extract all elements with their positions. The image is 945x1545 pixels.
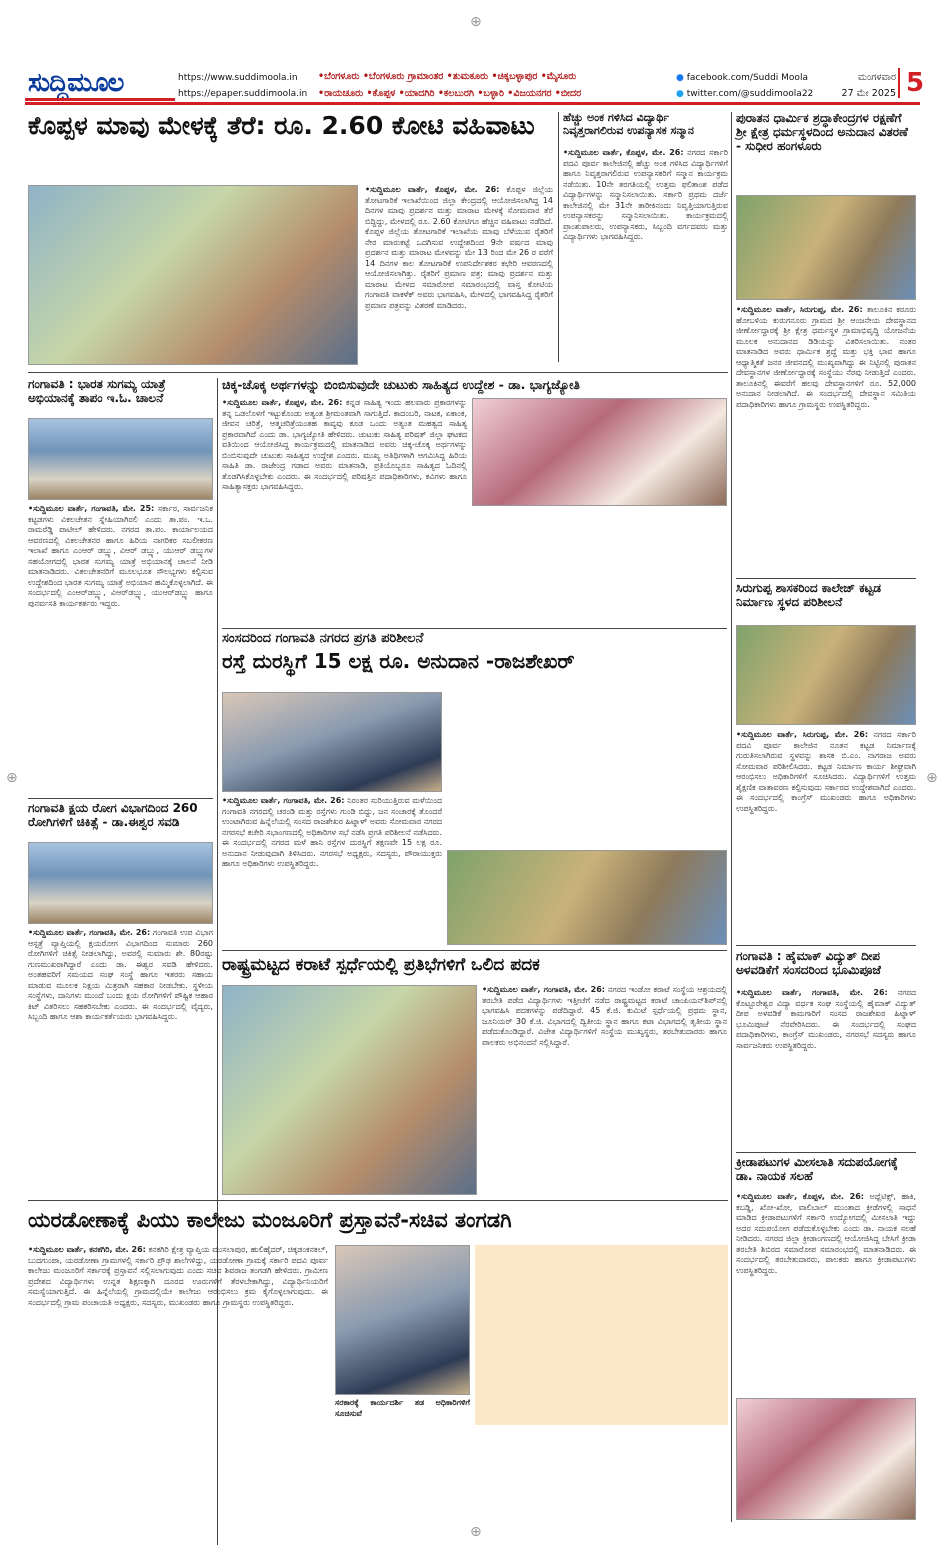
sports-headline: ಕ್ರೀಡಾಪಟುಗಳ ಮೀಸಲಾತಿ ಸದುಪಯೋಗಕ್ಕೆ ಡಾ. ನಾಯಕ ಸಲಹೆ xyxy=(736,1155,898,1183)
registration-mark-icon: ⊕ xyxy=(6,770,18,786)
lead-photo xyxy=(28,185,358,365)
twitter-icon: ● xyxy=(676,89,684,99)
bharath-photo xyxy=(28,418,213,500)
logo: ಸುದ್ದಿಮೂಲ xyxy=(28,68,124,98)
college-building-byline: •ಸುದ್ದಿಮೂಲ ವಾರ್ತೆ, ಸಿರುಗುಪ್ಪ, ಮೇ. 26: xyxy=(736,730,869,739)
college-building-article xyxy=(736,730,916,940)
student-body: ನಗರದ ಸರ್ಕಾರಿ ಪದವಿ ಪೂರ್ವ ಕಾಲೇಜಿನಲ್ಲಿ ಹೆಚ್ಚು ಅಂಕ ಗಳಿಸಿದ ವಿದ್ಯಾರ್ಥಿಗಳಿಗೆ ಹಾಗೂ ನಿವೃತ್ತರಾಗಲಿರುವ ಉಪನ್ಯಾಸಕರಿಗೆ ಸನ್ಮಾನ ಕಾರ್ಯಕ್ರಮ ನಡೆಯಿತು. 10ನೇ ತರಗತಿಯಲ್ಲಿ ಉತ್ತಮ ಫಲಿತಾಂಶ ಪಡೆದ ವಿದ್ಯಾರ್ಥಿಗಳನ್ನು ಸನ್ಮಾನಿಸಲಾಯಿತು. ಸರ್ಕಾರಿ ಪ್ರಥಮ ದರ್ಜೆ ಕಾಲೇಜಿನಲ್ಲಿ ಮೇ 31ನೇ ತಾರೀಕಿನಂದು ನಿವೃತ್ತಿಯಾಗುತ್ತಿರುವ ಉಪನ್ಯಾಸಕರನ್ನು ಸನ್ಮಾನಿಸಲಾಯಿತು. ಕಾರ್ಯಕ್ರಮದಲ್ಲಿ ಪ್ರಾಂಶುಪಾಲರು, ಉಪನ್ಯಾಸಕರು, ಸಿಬ್ಬಂದಿ ವರ್ಗದವರು ಮತ್ತು ವಿದ್ಯಾರ್ಥಿಗಳು ಭಾಗವಹಿಸಿದ್ದರು. xyxy=(563,148,728,241)
college-building-photo xyxy=(736,625,916,725)
road-article-continued xyxy=(447,692,727,846)
road-body: ನಿರಂತರ ಸುರಿಯುತ್ತಿರುವ ಮಳೆಯಿಂದ ಗಂಗಾವತಿ ನಗರದಲ್ಲಿ ಚರಂಡಿ ಮತ್ತು ರಸ್ತೆಗಳು ಗುಂಡಿ ಬಿದ್ದು, ಜನ ಸಂಚಾರಕ್ಕೆ ತೊಂದರೆ ಉಂಟಾಗಿರುವ ಹಿನ್ನೆಲೆಯಲ್ಲಿ ಸಂಸದ ರಾಜಶೇಖರ ಹಿಟ್ನಾಳ್ ಅವರು ಸೋಮವಾರ ನಗರದ ನಗರಸಭೆ ಕಚೇರಿ ಸಭಾಂಗಣದಲ್ಲಿ ಅಧಿಕಾರಿಗಳ ಸಭೆ ನಡೆಸಿ ಪ್ರಗತಿ ಪರಿಶೀಲನೆ ನಡೆಸಿದರು. ಈ ಸಂದರ್ಭದಲ್ಲಿ ನಗರದ ಮಳೆ ಹಾನಿ ರಸ್ತೆಗಳ ದುರಸ್ಥಿಗೆ ತಕ್ಷಣವೇ 15 ಲಕ್ಷ ರೂ. ಅನುದಾನ ನೀಡುವುದಾಗಿ ತಿಳಿಸಿದರು. ನಗರಸಭೆ ಅಧ್ಯಕ್ಷರು, ಸದಸ್ಯರು, ಪೌರಾಯುಕ್ತರು ಹಾಗೂ ಅಧಿಕಾರಿಗಳು ಉಪಸ್ಥಿತರಿದ್ದರು. xyxy=(222,796,442,868)
road-meeting-photo xyxy=(222,692,442,792)
college-building-body: ನಗರದ ಸರ್ಕಾರಿ ಪದವಿ ಪೂರ್ವ ಕಾಲೇಜಿನ ನೂತನ ಕಟ್ಟಡ ನಿರ್ಮಾಣಕ್ಕೆ ಗುರುತಿಸಲಾಗಿರುವ ಸ್ಥಳವನ್ನು ಶಾಸಕ ಬಿ.ಎಂ. ನಾಗರಾಜ ಅವರು ಸೋಮವಾರ ಪರಿಶೀಲಿಸಿದರು. ಕಟ್ಟಡ ನಿರ್ಮಾಣ ಕಾರ್ಯ ಶೀಘ್ರವಾಗಿ ಆರಂಭಿಸಲು ಅಧಿಕಾರಿಗಳಿಗೆ ಸೂಚಿಸಿದರು. ವಿದ್ಯಾರ್ಥಿಗಳಿಗೆ ಉತ್ತಮ ಶೈಕ್ಷಣಿಕ ವಾತಾವರಣ ಕಲ್ಪಿಸುವುದು ಸರ್ಕಾರದ ಉದ್ದೇಶವಾಗಿದೆ ಎಂದರು. ಈ ಸಂದರ್ಭದಲ್ಲಿ ಕಾಂಗ್ರೆಸ್ ಮುಖಂಡರು ಹಾಗೂ ಅಧಿಕಾರಿಗಳು ಉಪಸ್ಥಿತರಿದ್ದರು. xyxy=(736,730,916,813)
edition-cities xyxy=(318,68,581,102)
section-rule xyxy=(28,798,213,799)
road-headline: ರಸ್ತೆ ದುರಸ್ಥಿಗೆ 15 ಲಕ್ಷ ರೂ. ಅನುದಾನ -ರಾಜಶೇಖರ್ xyxy=(222,649,575,673)
hymast-body: ನಗರದ ಕೊಟ್ಟೂರೇಶ್ವರ ವಿದ್ಯಾ ವರ್ಧಕ ಸಂಘ ಸಂಸ್ಥೆಯಲ್ಲಿ ಹೈಮಾಕ್ ವಿದ್ಯುತ್ ದೀಪ ಅಳವಡಿಕೆ ಕಾಮಗಾರಿಗೆ ಸಂಸದ ರಾಜಶೇಖರ ಹಿಟ್ನಾಳ್ ಭೂಮಿಪೂಜೆ ನೆರವೇರಿಸಿದರು. ಈ ಸಂದರ್ಭದಲ್ಲಿ ಸಂಘದ ಪದಾಧಿಕಾರಿಗಳು, ಕಾಂಗ್ರೆಸ್ ಮುಖಂಡರು, ನಗರಸಭೆ ಸದಸ್ಯರು ಹಾಗೂ ಸಾರ್ವಜನಿಕರು ಉಪಸ್ಥಿತರಿದ್ದರು. xyxy=(736,988,916,1050)
bharath-body: ಸರ್ಕಾರ, ಸಾರ್ವಜನಿಕ ಕಟ್ಟಡಗಳು ವಿಕಲಚೇತನ ಸ್ನೇಹಿಯಾಗಿರಲಿ ಎಂದು ತಾ.ಪಂ. ಇ.ಒ. ರಾಮರೆಡ್ಡಿ ಪಾಟೀಲ್ ಹೇಳಿದರು. ನಗರದ ತಾ.ಪಂ. ಕಾರ್ಯಾಲಯದ ಆವರಣದಲ್ಲಿ ವಿಕಲಚೇತನರ ಹಾಗೂ ಹಿರಿಯ ನಾಗರಿಕರ ಸಬಲೀಕರಣ ಇಲಾಖೆ ಹಾಗೂ ಎಂಆರ್ ಡಬ್ಲ್ಯು, ವಿಆರ್ ಡಬ್ಲ್ಯು, ಯುಆರ್ ಡಬ್ಲ್ಯುಗಳ ಸಹಯೋಗದಲ್ಲಿ ಭಾರತ ಸುಗಮ್ಯ ಯಾತ್ರೆ ಅಭಿಯಾನಕ್ಕೆ ಚಾಲನೆ ನೀಡಿ ಮಾತನಾಡಿದರು. ವಿಕಲಚೇತನರಿಗೆ ಮೂಲಭೂತ ಸೌಲಭ್ಯಗಳು ಕಲ್ಪಿಸುವ ಉದ್ದೇಶದಿಂದ ಭಾರತ ಸುಗಮ್ಯ ಯಾತ್ರೆ ಅಭಿಯಾನ ಹಮ್ಮಿಕೊಳ್ಳಲಾಗಿದೆ. ಈ ಸಂದರ್ಭದಲ್ಲಿ ಎಂಆರ್‌ಡಬ್ಲ್ಯು, ವಿಆರ್‌ಡಬ್ಲ್ಯು, ಯುಆರ್‌ಡಬ್ಲ್ಯು ಹಾಗೂ ಪುನರ್ವಸತಿ ಕಾರ್ಯಕರ್ತರು ಇದ್ದರು. xyxy=(28,504,213,608)
bharath-headline: ಗಂಗಾವತಿ : ಭಾರತ ಸುಗಮ್ಯ ಯಾತ್ರೆ ಅಭಿಯಾನಕ್ಕೆ ತಾಪಂ ಇ.ಓ. ಚಾಲನೆ xyxy=(28,377,166,405)
section-rule xyxy=(222,950,727,951)
temple-headline: ಪುರಾತನ ಧಾರ್ಮಿಕ ಶ್ರದ್ಧಾಕೇಂದ್ರಗಳ ರಕ್ಷಣೆಗೆ ಶ್ರೀ ಕ್ಷೇತ್ರ ಧರ್ಮಸ್ಥಳದಿಂದ ಅನುದಾನ ವಿತರಣೆ - ಸುಧೀರ ಹಂಗಳೂರು xyxy=(736,111,908,153)
bharath-article xyxy=(28,504,213,794)
student-headline: ಹೆಚ್ಚು ಅಂಕ ಗಳಿಸಿದ ವಿದ್ಯಾರ್ಥಿ ನಿವೃತ್ತರಾಗಲಿರುವ ಉಪನ್ಯಾಸಕ ಸನ್ಮಾನ xyxy=(563,111,694,137)
literature-body: ಕನ್ನಡ ಸಾಹಿತ್ಯ ಇಂದು ಹಲವಾರು ಪ್ರಕಾರಗಳನ್ನು ತನ್ನ ಒಡಲೊಳಗೆ ಇಟ್ಟುಕೊಂಡು ಅತ್ಯಂತ ಶ್ರೀಮಂತವಾಗಿ ಸಾಗುತ್ತಿದೆ. ಕಾದಂಬರಿ, ನಾಟಕ, ಏಕಾಂಕ, ಜೀವನ ಚರಿತ್ರೆ, ಆತ್ಮಚರಿತ್ರೆಯಂತಹ ಕಾವ್ಯವು ಕೂಡ ಒಂದು ಅತ್ಯಂತ ಮಹತ್ವದ ಸಾಹಿತ್ಯ ಪ್ರಕಾರವಾಗಿದೆ ಎಂದು ಡಾ. ಭಾಗ್ಯಜ್ಯೋತಿ ಹೇಳಿದರು. ಚುಟುಕು ಸಾಹಿತ್ಯ ಪರಿಷತ್ ಜಿಲ್ಲಾ ಘಟಕದ ವತಿಯಿಂದ ಆಯೋಜಿಸಿದ್ದ ಕಾರ್ಯಕ್ರಮದಲ್ಲಿ ಮಾತನಾಡಿದ ಅವರು ಚಿಕ್ಕ-ಚೊಕ್ಕ ಅರ್ಥಗಳನ್ನು ಬಿಂಬಿಸುವುದೇ ಚುಟುಕು ಸಾಹಿತ್ಯದ ಉದ್ದೇಶ ಎಂದರು. ಮುಖ್ಯ ಅತಿಥಿಗಳಾಗಿ ಆಗಮಿಸಿದ್ದ ಹಿರಿಯ ಸಾಹಿತಿ ಡಾ. ರಾಜೇಂದ್ರ ಗಡಾದ ಅವರು ಮಾತನಾಡಿ, ಪ್ರತಿಯೊಬ್ಬರೂ ಸಾಹಿತ್ಯದ ಓದಿನಲ್ಲಿ ತೊಡಗಿಸಿಕೊಳ್ಳಬೇಕು ಎಂದರು. ಈ ಸಂದರ್ಭದಲ್ಲಿ ಪರಿಷತ್ತಿನ ಪದಾಧಿಕಾರಿಗಳು, ಕವಿಗಳು ಹಾಗೂ ಸಾಹಿತ್ಯಾಸಕ್ತರು ಭಾಗವಹಿಸಿದ್ದರು. xyxy=(222,398,467,491)
bharath-byline: •ಸುದ್ದಿಮೂಲ ವಾರ್ತೆ, ಗಂಗಾವತಿ, ಮೇ. 25: xyxy=(28,504,155,513)
sports-byline: •ಸುದ್ದಿಮೂಲ ವಾರ್ತೆ, ಕೊಪ್ಪಳ, ಮೇ. 26: xyxy=(736,1192,864,1201)
registration-mark-icon: ⊕ xyxy=(470,1524,482,1540)
facebook-link[interactable] xyxy=(676,70,813,86)
sports-article xyxy=(736,1192,916,1392)
dateline xyxy=(818,70,896,102)
masthead-rule xyxy=(25,102,920,105)
section-rule xyxy=(28,1200,728,1201)
lead-byline: •ಸುದ್ದಿಮೂಲ ವಾರ್ತೆ, ಕೊಪ್ಪಳ, ಮೇ. 26: xyxy=(365,185,500,194)
section-rule xyxy=(28,372,728,373)
registration-mark-icon: ⊕ xyxy=(926,770,938,786)
road-byline: •ಸುದ್ದಿಮೂಲ ವಾರ್ತೆ, ಗಂಗಾವತಿ, ಮೇ. 26: xyxy=(222,796,345,805)
road-inspection-photo xyxy=(447,850,727,945)
pu-college-byline: •ಸುದ್ದಿಮೂಲ ವಾರ್ತೆ, ಕನಕಗಿರಿ, ಮೇ. 26: xyxy=(28,1245,146,1254)
lead-article xyxy=(365,185,553,363)
page-number: 5 xyxy=(898,68,924,98)
pu-college-article xyxy=(28,1245,328,1520)
minister-photo xyxy=(335,1245,470,1395)
pu-college-headline: ಯರಡೋಣಾಕ್ಕೆ ಪಿಯು ಕಾಲೇಜು ಮಂಜೂರಿಗೆ ಪ್ರಸ್ತಾವನೆ-ಸಚಿವ ತಂಗಡಗಿ xyxy=(28,1208,512,1232)
section-rule xyxy=(222,628,727,629)
social-links xyxy=(676,70,813,102)
website-links xyxy=(178,70,307,102)
pu-college-body: ಕನಕಗಿರಿ ಕ್ಷೇತ್ರ ವ್ಯಾಪ್ತಿಯ ಮುಸಲಾಪುರ, ಹುಲಿಹೈದರ್, ಚಿಕ್ಕಡಂಕನಕಲ್, ಬುದಗುಂಪಾ, ಯರಡೋಣಾ ಗ್ರಾಮಗಳಲ್ಲಿ ಸರ್ಕಾರಿ ಪ್ರೌಢ ಶಾಲೆಗಳಿದ್ದು, ಯರಡೋಣಾ ಗ್ರಾಮಕ್ಕೆ ಸರ್ಕಾರಿ ಪದವಿ ಪೂರ್ವ ಕಾಲೇಜು ಮಂಜೂರಿಗೆ ಸರ್ಕಾರಕ್ಕೆ ಪ್ರಸ್ತಾವನೆ ಸಲ್ಲಿಸಲಾಗುವುದು ಎಂದು ಸಚಿವ ಶಿವರಾಜ ತಂಗಡಗಿ ಹೇಳಿದರು. ಗ್ರಾಮೀಣ ಪ್ರದೇಶದ ವಿದ್ಯಾರ್ಥಿಗಳು ಉನ್ನತ ಶಿಕ್ಷಣಕ್ಕಾಗಿ ದೂರದ ಊರುಗಳಿಗೆ ತೆರಳಬೇಕಾಗಿದ್ದು, ವಿದ್ಯಾರ್ಥಿನಿಯರಿಗೆ ಸಮಸ್ಯೆಯಾಗುತ್ತಿದೆ. ಈ ಹಿನ್ನೆಲೆಯಲ್ಲಿ ಗ್ರಾಮದಲ್ಲಿಯೇ ಕಾಲೇಜು ಆರಂಭಿಸಲು ಕ್ರಮ ಕೈಗೊಳ್ಳಲಾಗುವುದು. ಈ ಸಂದರ್ಭದಲ್ಲಿ ಗ್ರಾಮ ಪಂಚಾಯತಿ ಅಧ್ಯಕ್ಷರು, ಸದಸ್ಯರು, ಮುಖಂಡರು ಹಾಗೂ ಗ್ರಾಮಸ್ಥರು ಉಪಸ್ಥಿತರಿದ್ದರು. xyxy=(28,1245,328,1307)
road-article xyxy=(222,796,442,946)
literature-article xyxy=(222,398,467,623)
health-byline: •ಸುದ್ದಿಮೂಲ ವಾರ್ತೆ, ಗಂಗಾವತಿ, ಮೇ. 26: xyxy=(28,928,151,937)
karate-headline: ರಾಷ್ಟ್ರಮಟ್ಟದ ಕರಾಟೆ ಸ್ಪರ್ಧೆಯಲ್ಲಿ ಪ್ರತಿಭೆಗಳಿಗೆ ಒಲಿದ ಪದಕ xyxy=(222,955,540,975)
health-article xyxy=(28,928,213,1190)
column-rule xyxy=(731,112,732,1522)
literature-photo xyxy=(472,398,727,506)
health-body: ಗಂಗಾವತಿ ಉಪ ವಿಭಾಗ ಆಸ್ಪತ್ರೆ ವ್ಯಾಪ್ತಿಯಲ್ಲಿ ಕ್ಷಯರೋಗ ವಿಭಾಗದಿಂದ ಸುಮಾರು 260 ರೋಗಿಗಳಿಗೆ ಚಿಕಿತ್ಸೆ ನೀಡಲಾಗಿದ್ದು, ಅವರಲ್ಲಿ ಸುಮಾರು ಶೇ. 80ರಷ್ಟು ಗುಣಮುಖರಾಗಿದ್ದಾರೆ ಎಂದು ಡಾ. ಈಶ್ವರ ಸವಡಿ ಹೇಳಿದರು. ಅಂತಹವರಿಗೆ ಸಮಯದ ಸಂಘ ಸಂಸ್ಥೆ ಹಾಗೂ ಇತರರು ಸಹಾಯ ಮಾಡುವ ಮೂಲಕ ನಿಕ್ಷಯ ಮಿತ್ರರಾಗಿ ಸಹಕಾರ ನೀಡಬೇಕು. ಸ್ಥಳೀಯ ಸಂಸ್ಥೆಗಳು, ದಾನಿಗಳು ಮುಂದೆ ಬಂದು ಕ್ಷಯ ರೋಗಿಗಳಿಗೆ ಪೌಷ್ಟಿಕ ಆಹಾರ ಕಿಟ್ ವಿತರಿಸಲು ಸಹಕರಿಸಬೇಕು ಎಂದರು. ಈ ಸಂದರ್ಭದಲ್ಲಿ ವೈದ್ಯರು, ಸಿಬ್ಬಂದಿ ಹಾಗೂ ಆಶಾ ಕಾರ್ಯಕರ್ತೆಯರು ಭಾಗವಹಿಸಿದ್ದರು. xyxy=(28,928,213,1021)
registration-mark-icon: ⊕ xyxy=(470,14,482,30)
temple-article xyxy=(736,305,916,560)
twitter-link[interactable] xyxy=(676,86,813,102)
minister-photo-caption: ಸರಕಾರಕ್ಕೆ ಕಾರ್ಯದರ್ಶಿ ತಡ ಅಧಿಕಾರಿಗಳಿಗೆ ಸೂಚಿಸುವೆ xyxy=(335,1398,470,1418)
hymast-headline: ಗಂಗಾವತಿ : ಹೈಮಾಕ್ ವಿದ್ಯುತ್ ದೀಪ ಅಳವಡಿಕೆಗೆ ಸಂಸದರಿಂದ ಭೂಮಿಪೂಜೆ xyxy=(736,949,881,977)
sports-photo xyxy=(736,1398,916,1520)
student-article xyxy=(563,148,728,363)
temple-byline: •ಸುದ್ದಿಮೂಲ ವಾರ್ತೆ, ಸಿರುಗುಪ್ಪ, ಮೇ. 26: xyxy=(736,305,863,314)
literature-byline: •ಸುದ್ದಿಮೂಲ ವಾರ್ತೆ, ಕೊಪ್ಪಳ, ಮೇ. 26: xyxy=(222,398,343,407)
lead-body: ಕೊಪ್ಪಳ ಜಿಲ್ಲೆಯ ತೋಟಗಾರಿಕೆ ಇಲಾಖೆಯಿಂದ ಜಿಲ್ಲಾ ಕೇಂದ್ರದಲ್ಲಿ ಆಯೋಜಿಸಲಾಗಿದ್ದ 14 ದಿನಗಳ ಮಾವು ಪ್ರದರ್ಶನ ಮತ್ತು ಮಾರಾಟ ಮೇಳಕ್ಕೆ ಸೋಮವಾರ ತೆರೆ ಬಿದ್ದಿದ್ದು, ಮೇಳದಲ್ಲಿ ರೂ. 2.60 ಕೋಟಿಗೂ ಹೆಚ್ಚಿನ ವಹಿವಾಟು ನಡೆದಿದೆ. ಕೊಪ್ಪಳ ಜಿಲ್ಲೆಯ ತೋಟಗಾರಿಕೆ ಇಲಾಖೆಯ ಮಾವು ಬೆಳೆಯುವ ರೈತರಿಗೆ ನೇರ ಮಾರುಕಟ್ಟೆ ಒದಗಿಸುವ ಉದ್ದೇಶದಿಂದ 9ನೇ ವರ್ಷದ ಮಾವು ಪ್ರದರ್ಶನ ಮತ್ತು ಮಾರಾಟ ಮೇಳವನ್ನು ಮೇ 13 ರಿಂದ ಮೇ 26 ರ ವರೆಗೆ 14 ದಿನಗಳ ಕಾಲ ತೋಟಗಾರಿಕೆ ಉಪನಿರ್ದೇಶಕರ ಕಛೇರಿ ಆವರಣದಲ್ಲಿ ಆಯೋಜಿಸಲಾಗಿತ್ತು. ರೈತರಿಗೆ ಪ್ರಮಾಣ ಪತ್ರ: ಮಾವು ಪ್ರದರ್ಶನ ಮತ್ತು ಮಾರಾಟ ಮೇಳದ ಸಮಾರೋಪ ಸಮಾರಂಭದಲ್ಲಿ ವಾಸ್ತ ಕೋಟಿಯ ಗಂಗಾವತಿ ವಾಕಳೆಕ್ ಅವರು ಭಾಗವಹಿಸಿ, ಮೇಳದಲ್ಲಿ ಭಾಗವಹಿಸಿದ್ದ ರೈತರಿಗೆ ಪ್ರಮಾಣ ಪತ್ರವನ್ನು ವಿತರಣೆ ಮಾಡಿದರು. xyxy=(365,185,553,310)
karate-photo xyxy=(222,985,477,1195)
college-building-headline: ಸಿರುಗುಪ್ಪ ಶಾಸಕರಿಂದ ಕಾಲೇಜ್ ಕಟ್ಟಡ ನಿರ್ಮಾಣ ಸ್ಥಳದ ಪರಿಶೀಲನೆ xyxy=(736,581,882,609)
website-link[interactable]: https://www.suddimoola.in xyxy=(178,73,298,83)
logo-underline xyxy=(25,98,175,101)
literature-headline: ಚಿಕ್ಕ-ಚೊಕ್ಕ ಅರ್ಥಗಳನ್ನು ಬಿಂಬಿಸುವುದೇ ಚುಟುಕು ಸಾಹಿತ್ಯದ ಉದ್ದೇಶ - ಡಾ. ಭಾಗ್ಯಜ್ಯೋತಿ xyxy=(222,377,580,392)
temple-body: ತಾಲೂಕಿನ ಕರೂರು ಹೋಬಳಿಯ ಕುರುಗನೂರು ಗ್ರಾಮದ ಶ್ರೀ ಆಂಜನೇಯ ದೇವಸ್ಥಾನದ ಜೀರ್ಣೋದ್ಧಾರಕ್ಕೆ ಶ್ರೀ ಕ್ಷೇತ್ರ ಧರ್ಮಸ್ಥಳ ಗ್ರಾಮಾಭಿವೃದ್ಧಿ ಯೋಜನೆಯ ಮೂಲಕ ಅನುದಾನದ ಡಿಡಿಯನ್ನು ವಿತರಿಸಲಾಯಿತು. ನಂತರ ಮಾತನಾಡಿದ ಅವರು ಧಾರ್ಮಿಕ ಶ್ರದ್ಧೆ ಮತ್ತು ಭಕ್ತಿ ಭಾವ ಹಾಗೂ ಆಧ್ಯಾತ್ಮಿಕತೆ ಜನರ ಜೀವನದಲ್ಲಿ ಮುಖ್ಯವಾಗಿದ್ದು ಈ ನಿಟ್ಟಿನಲ್ಲಿ ಪುರಾತನ ದೇವಸ್ಥಾನಗಳ ಜೀರ್ಣೋದ್ಧಾರಕ್ಕೆ ಸಂಸ್ಥೆಯು ನೆರವು ನೀಡುತ್ತಿದೆ ಎಂದರು. ತಾಲೂಕಿನಲ್ಲಿ ಈವರೆಗೆ ಹಲವು ದೇವಸ್ಥಾನಗಳಿಗೆ ರೂ. 52,000 ಅನುದಾನ ನೀಡಲಾಗಿದೆ. ಈ ಸಂದರ್ಭದಲ್ಲಿ ದೇವಸ್ಥಾನ ಸಮಿತಿಯ ಪದಾಧಿಕಾರಿಗಳು ಹಾಗೂ ಗ್ರಾಮಸ್ಥರು ಉಪಸ್ಥಿತರಿದ್ದರು. xyxy=(736,305,916,409)
hymast-byline: •ಸುದ್ದಿಮೂಲ ವಾರ್ತೆ, ಗಂಗಾವತಿ, ಮೇ. 26: xyxy=(736,988,888,997)
lead-headline: ಕೊಪ್ಪಳ ಮಾವು ಮೇಳಕ್ಕೆ ತೆರೆ: ರೂ. 2.60 ಕೋಟಿ ವಹಿವಾಟು xyxy=(28,111,535,140)
date: 27 ಮೇ 2025 xyxy=(841,88,896,99)
cities-row-2: •ರಾಯಚೂರು •ಕೊಪ್ಪಳ •ಯಾದಗಿರಿ •ಕಲಬುರಗಿ •ಬಳ್ಳಾರಿ •ವಿಜಯನಗರ •ಬೀದರ xyxy=(318,88,582,99)
sports-body: ಅಥ್ಲೆಟಿಕ್ಸ್, ಹಾಕಿ, ಕಬಡ್ಡಿ, ಖೋ-ಖೋ, ವಾಲಿಬಾಲ್ ಮುಂತಾದ ಕ್ರೀಡೆಗಳಲ್ಲಿ ಸಾಧನೆ ಮಾಡಿದ ಕ್ರೀಡಾಪಟುಗಳಿಗೆ ಸರ್ಕಾರಿ ಉದ್ಯೋಗದಲ್ಲಿ ಮೀಸಲಾತಿ ಇದ್ದು ಅದರ ಸದುಪಯೋಗ ಪಡೆದುಕೊಳ್ಳಬೇಕು ಎಂದು ಡಾ. ನಾಯಕ ಸಲಹೆ ನೀಡಿದರು. ನಗರದ ಜಿಲ್ಲಾ ಕ್ರೀಡಾಂಗಣದಲ್ಲಿ ಆಯೋಜಿಸಿದ್ದ ಬೇಸಿಗೆ ಕ್ರೀಡಾ ತರಬೇತಿ ಶಿಬಿರದ ಸಮಾರೋಪ ಸಮಾರಂಭದಲ್ಲಿ ಮಾತನಾಡಿದರು. ಈ ಸಂದರ್ಭದಲ್ಲಿ ತರಬೇತುದಾರರು, ಪಾಲಕರು ಹಾಗೂ ಕ್ರೀಡಾಪಟುಗಳು ಉಪಸ್ಥಿತರಿದ್ದರು. xyxy=(736,1192,916,1275)
column-rule xyxy=(558,112,559,362)
karate-article xyxy=(482,985,727,1195)
health-headline: ಗಂಗಾವತಿ ಕ್ಷಯ ರೋಗ ವಿಭಾಗದಿಂದ 260 ರೋಗಿಗಳಿಗೆ ಚಿಕಿತ್ಸೆ - ಡಾ.ಈಶ್ವರ ಸವಡಿ xyxy=(28,801,198,829)
day: ಮಂಗಳವಾರ xyxy=(857,72,896,83)
facebook-handle: facebook.com/Suddi Moola xyxy=(686,73,808,83)
highlighted-box xyxy=(475,1245,728,1425)
section-rule xyxy=(736,1152,916,1153)
section-rule xyxy=(736,578,916,579)
road-kicker: ಸಂಸದರಿಂದ ಗಂಗಾವತಿ ನಗರದ ಪ್ರಗತಿ ಪರಿಶೀಲನೆ xyxy=(222,631,424,646)
cities-row-1: •ಬೆಂಗಳೂರು •ಬೆಂಗಳೂರು ಗ್ರಾಮಾಂತರ •ತುಮಕೂರು •ಚಿಕ್ಕಬಳ್ಳಾಪುರ •ಮೈಸೂರು xyxy=(318,71,577,82)
hymast-article xyxy=(736,988,916,1148)
twitter-handle: twitter.com/@suddimoola22 xyxy=(686,89,814,99)
temple-photo xyxy=(736,195,916,300)
section-rule xyxy=(736,945,916,946)
literature-article-continued xyxy=(472,510,727,623)
epaper-link[interactable]: https://epaper.suddimoola.in xyxy=(178,89,308,99)
student-byline: •ಸುದ್ದಿಮೂಲ ವಾರ್ತೆ, ಕೊಪ್ಪಳ, ಮೇ. 26: xyxy=(563,148,684,157)
karate-body: ನಗರದ ಇಂಡೋ ಕರಾಟೆ ಸಂಸ್ಥೆಯ ಆಶ್ರಯದಲ್ಲಿ ತರಬೇತಿ ಪಡೆದ ವಿದ್ಯಾರ್ಥಿಗಳು ಇತ್ತೀಚೆಗೆ ನಡೆದ ರಾಷ್ಟ್ರಮಟ್ಟದ ಕರಾಟೆ ಚಾಂಪಿಯನ್‌ಶಿಪ್‌ನಲ್ಲಿ ಭಾಗವಹಿಸಿ ಪದಕಗಳನ್ನು ಪಡೆದಿದ್ದಾರೆ. 45 ಕೆ.ಜಿ. ಕುಮಿಟೆ ಸ್ಪರ್ಧೆಯಲ್ಲಿ ಪ್ರಥಮ ಸ್ಥಾನ, ಜೂನಿಯರ್ 30 ಕೆ.ಜಿ. ವಿಭಾಗದಲ್ಲಿ ದ್ವಿತೀಯ ಸ್ಥಾನ ಹಾಗೂ ಕಟಾ ವಿಭಾಗದಲ್ಲಿ ತೃತೀಯ ಸ್ಥಾನ ಪಡೆದುಕೊಂಡಿದ್ದಾರೆ. ವಿಜೇತ ವಿದ್ಯಾರ್ಥಿಗಳಿಗೆ ಸಂಸ್ಥೆಯ ಮುಖ್ಯಸ್ಥರು, ತರಬೇತುದಾರರು ಹಾಗೂ ಪಾಲಕರು ಅಭಿನಂದನೆ ಸಲ್ಲಿಸಿದ್ದಾರೆ. xyxy=(482,985,727,1047)
facebook-icon: ● xyxy=(676,73,684,83)
health-photo xyxy=(28,842,213,924)
karate-byline: •ಸುದ್ದಿಮೂಲ ವಾರ್ತೆ, ಗಂಗಾವತಿ, ಮೇ. 26: xyxy=(482,985,606,994)
